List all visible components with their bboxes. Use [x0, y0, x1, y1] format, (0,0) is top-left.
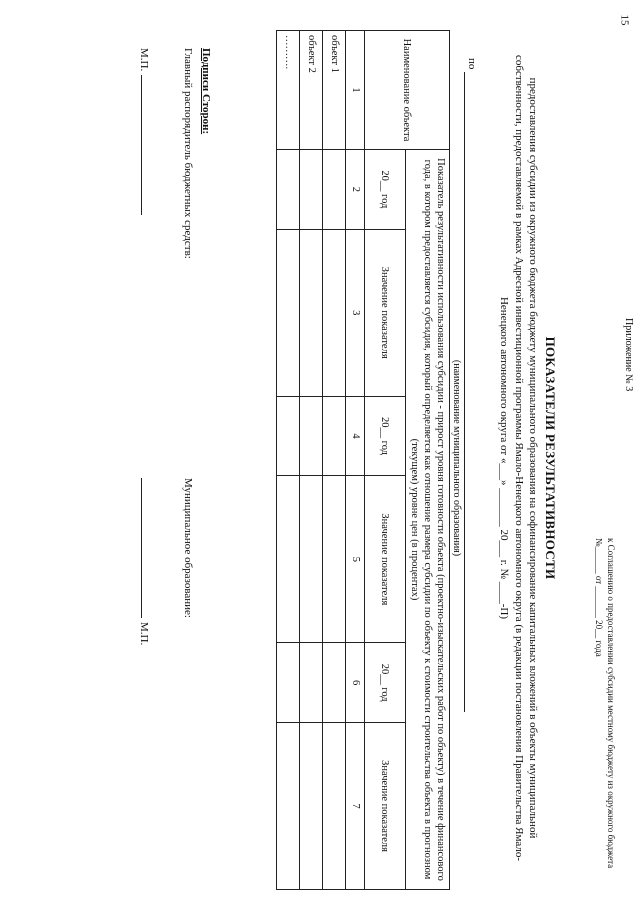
stamp-place-left — [136, 48, 152, 215]
municipality-caption: (наименование муниципального образования) — [451, 359, 462, 557]
header-value-3: Значение показателя — [364, 723, 405, 890]
row-object-name: ………. — [277, 31, 300, 150]
header-year-2: 20__ год — [364, 396, 405, 476]
col-num: 6 — [346, 643, 364, 723]
document-subtitle: предоставления субсидии из окружного бюджета бюджету муниципального образования на софинансирование капитальных вложений в объекты муниципальной собственности, предоставляемой в рамках Адресной инвестиционной программы Ямало-Ненецкого автономного округа (в редакции постановления Правительства Ямало-Ненецкого автономного округа от «___» _______ 20___ г. № ____-П) — [498, 54, 539, 862]
agreement-reference: к Соглашению о предоставлении субсидии местному бюджету из окружного бюджета №______ от _______ 20__ года — [594, 538, 616, 869]
header-year-1: 20__ год — [364, 150, 405, 230]
indicators-table — [277, 30, 451, 890]
header-indicator: Показатель результативности использования субсидии - прирост уровня готовности объекта (проектно-изыскательских работ по объекту) в течение финансового года, в котором предоставляется субсидия, который определяется как отношение размера субсидии по объекту к стоимости строительства объекта в прогнозном (текущем) уровне цен (в процентах) — [405, 150, 449, 890]
document-page — [20, 18, 640, 898]
row-object-name: объект 2 — [300, 31, 323, 150]
header-value-1: Значение показателя — [364, 229, 405, 396]
table-row — [300, 31, 323, 890]
signatures-block — [138, 48, 212, 868]
signature-line-right — [141, 478, 152, 618]
column-numbers-row — [346, 31, 364, 890]
page-number: 15 — [618, 14, 631, 26]
col-num: 7 — [346, 723, 364, 890]
header-value-2: Значение показателя — [364, 476, 405, 643]
header-object-name: Наименование объекта — [364, 31, 449, 150]
col-num: 5 — [346, 476, 364, 643]
municipality-line — [464, 58, 478, 758]
signature-line-left — [141, 75, 152, 215]
table-row — [323, 31, 346, 890]
row-object-name: объект 1 — [323, 31, 346, 150]
col-num: 1 — [346, 31, 364, 150]
stamp-place-right — [136, 478, 152, 645]
mp-right-label: М.П. — [138, 622, 150, 646]
header-year-3: 20__ год — [364, 643, 405, 723]
annex-label: Приложение № 3 — [623, 318, 634, 392]
document-title: ПОКАЗАТЕЛИ РЕЗУЛЬТАТИВНОСТИ — [543, 336, 558, 580]
mp-left-label: М.П. — [138, 48, 150, 72]
signatures-heading: Подписи Сторон: — [200, 48, 212, 135]
col-num: 3 — [346, 229, 364, 396]
po-label: по — [466, 58, 478, 70]
left-party-label: Главный распорядитель бюджетных средств: — [182, 48, 194, 259]
municipality-blank — [464, 72, 477, 712]
table-row — [277, 31, 300, 890]
col-num: 4 — [346, 396, 364, 476]
col-num: 2 — [346, 150, 364, 230]
right-party-label: Муниципальное образование: — [182, 478, 194, 618]
